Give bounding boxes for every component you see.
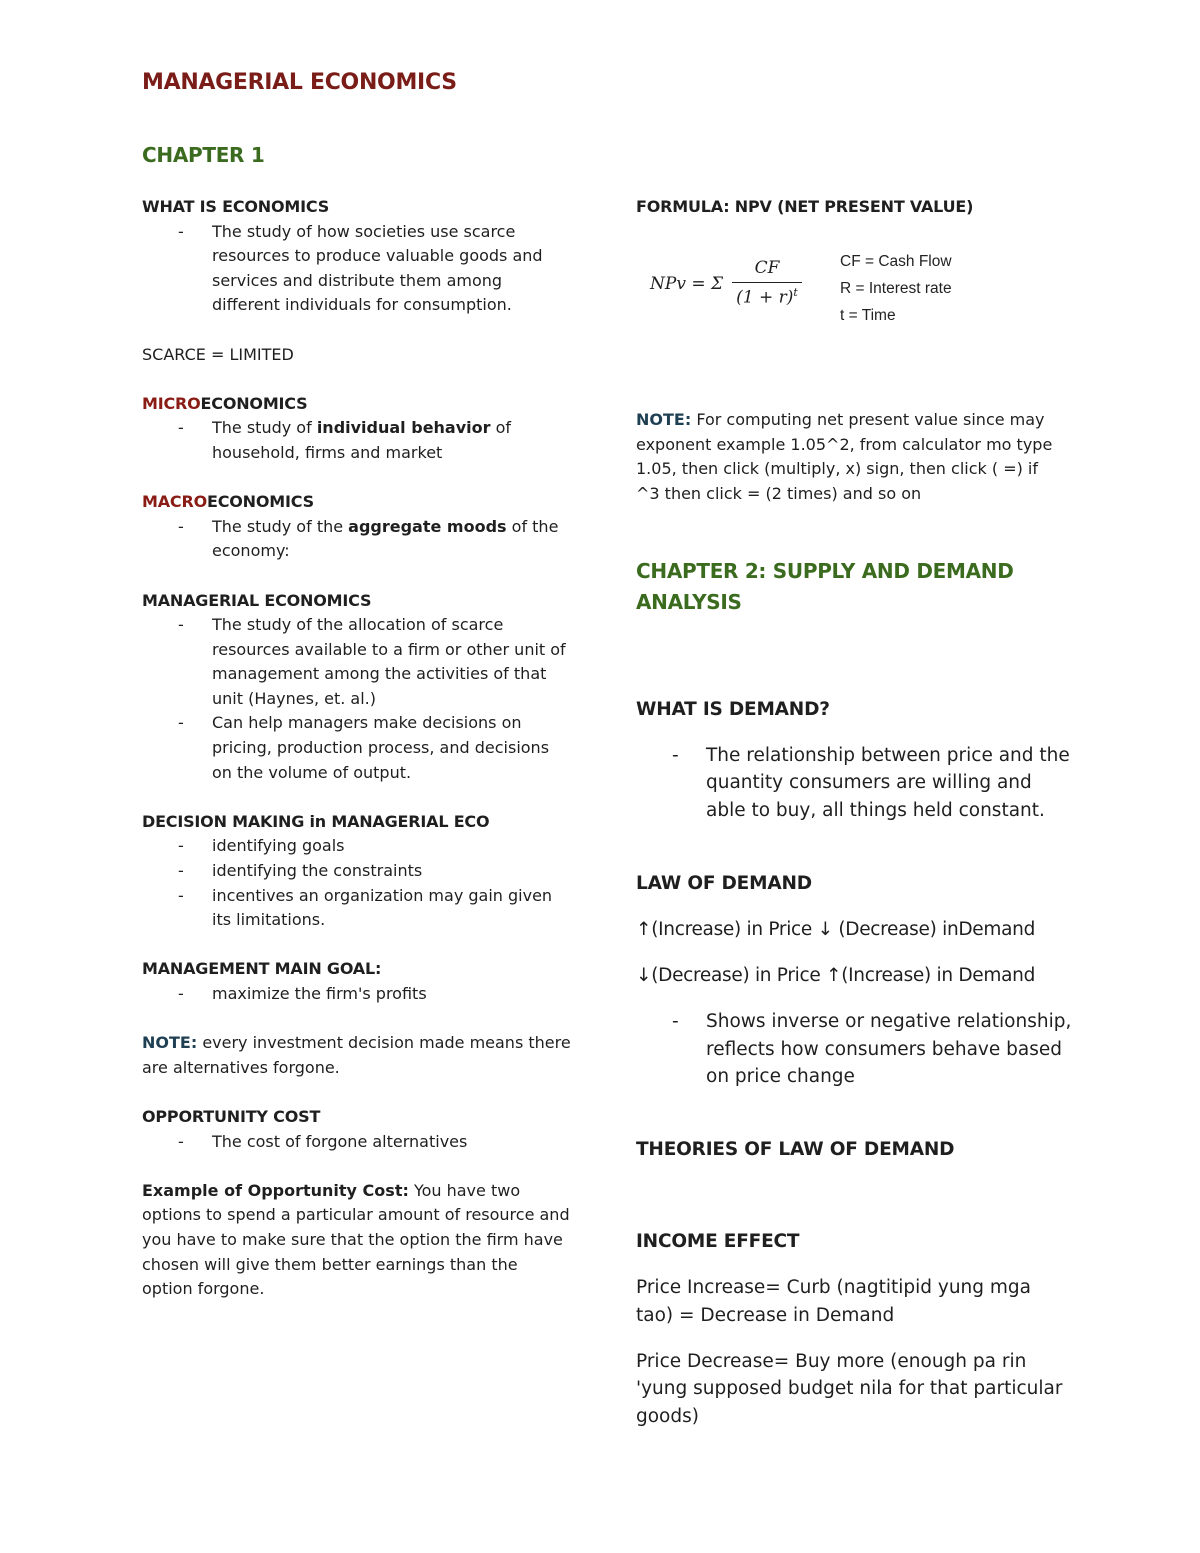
investment-note — [142, 1031, 572, 1080]
law-of-demand-heading: LAW OF DEMAND — [636, 872, 812, 894]
opportunity-cost-list — [142, 1130, 572, 1155]
list-item: - The relationship between price and the quantity consumers are willing and able to buy, all things held constant. — [636, 742, 1072, 825]
list-item: - The study of how societies use scarce resources to produce valuable goods and services and distribute them among different individuals for consumption. — [142, 220, 572, 318]
micro-suffix: ECONOMICS — [200, 393, 308, 413]
theories-heading: THEORIES OF LAW OF DEMAND — [636, 1139, 955, 1161]
example-text: You have two options to spend a particular amount of resource and you have to make sure that the option the firm have chosen will give them better earnings than the option forgone. — [142, 1180, 570, 1299]
legend-item: CF = Cash Flow — [840, 253, 952, 270]
exponent-text: t — [793, 286, 798, 299]
managerial-economics-list — [142, 613, 572, 785]
note-text: every investment decision made means there are alternatives forgone. — [142, 1033, 571, 1077]
note-text: For computing net present value since may exponent example 1.05^2, from calculator mo type 1.05, then click (multiply, x) sign, then click ( =) if ^3 then click = (2 times) and so on — [636, 410, 1053, 503]
opportunity-cost-heading: OPPORTUNITY COST — [142, 1106, 321, 1126]
management-goal-heading: MANAGEMENT MAIN GOAL: — [142, 959, 382, 979]
legend-item: t = Time — [840, 307, 896, 324]
macroeconomics-heading — [142, 490, 572, 515]
bold-term: individual behavior — [316, 418, 491, 438]
npv-formula — [636, 236, 996, 346]
left-column — [142, 195, 572, 1302]
macro-prefix: MACRO — [142, 492, 207, 512]
decision-making-heading: DECISION MAKING in MANAGERIAL ECO — [142, 811, 490, 831]
income-effect-heading: INCOME EFFECT — [636, 1231, 800, 1253]
formula-section — [636, 195, 1066, 220]
scarce-definition: SCARCE = LIMITED — [142, 344, 294, 364]
law-line-2: ↓(Decrease) in Price ↑(Increase) in Demand — [636, 965, 1036, 987]
legend-item: R = Interest rate — [840, 280, 952, 297]
note-label: NOTE: — [636, 410, 692, 429]
npv-note — [636, 408, 1066, 506]
list-item: - identifying goals — [142, 834, 572, 859]
list-item: - Shows inverse or negative relationship, reflects how consumers behave based on price change — [636, 1008, 1072, 1091]
macro-suffix: ECONOMICS — [206, 492, 314, 512]
list-item — [142, 416, 572, 465]
macroeconomics-list — [142, 515, 572, 564]
document-title: MANAGERIAL ECONOMICS — [142, 70, 457, 95]
text-span: The study of — [212, 418, 317, 438]
npv-note-text — [636, 408, 1066, 506]
formula-numerator: CF — [754, 258, 780, 278]
text-span: of household, firms and market — [212, 418, 512, 462]
what-is-demand-heading: WHAT IS DEMAND? — [636, 698, 830, 720]
denominator-text: (1 + r) — [736, 287, 794, 308]
micro-prefix: MICRO — [142, 393, 201, 413]
microeconomics-list — [142, 416, 572, 465]
list-item: - Can help managers make decisions on pricing, production process, and decisions on the volume of output. — [142, 711, 572, 785]
managerial-economics-heading: MANAGERIAL ECONOMICS — [142, 590, 372, 610]
formula-heading: FORMULA: NPV (NET PRESENT VALUE) — [636, 197, 974, 216]
law-of-demand-list — [636, 1008, 1072, 1091]
text-span: of the economy: — [212, 516, 559, 561]
microeconomics-heading — [142, 392, 572, 417]
formula-legend — [840, 248, 952, 329]
note-label: NOTE: — [142, 1033, 198, 1053]
fraction-bar — [732, 282, 802, 283]
bold-term: aggregate moods — [348, 516, 507, 536]
decision-making-list — [142, 834, 572, 932]
economics-definition-list — [142, 220, 572, 318]
list-item: - incentives an organization may gain given its limitations. — [142, 884, 572, 933]
list-item: - The cost of forgone alternatives — [142, 1130, 572, 1155]
list-item: - identifying the constraints — [142, 859, 572, 884]
list-item: - The study of the allocation of scarce resources available to a firm or other unit of management among the activities of that unit (Haynes, et. al.) — [142, 613, 572, 711]
chapter-2-heading: CHAPTER 2: SUPPLY AND DEMAND ANALYSIS — [636, 559, 1014, 614]
management-goal-list — [142, 982, 572, 1007]
chapter-1-heading: CHAPTER 1 — [142, 143, 265, 167]
text-span: The study of the — [212, 516, 349, 536]
demand-definition-list — [636, 742, 1072, 825]
example-label: Example of Opportunity Cost: — [142, 1180, 409, 1200]
formula-lhs: NPv = Σ — [650, 274, 723, 294]
income-effect-line-1: Price Increase= Curb (nagtitipid yung mga tao) = Decrease in Demand — [636, 1277, 1031, 1326]
income-effect-line-2: Price Decrease= Buy more (enough pa rin 'yung supposed budget nila for that particular goods) — [636, 1350, 1063, 1427]
formula-denominator — [732, 286, 802, 308]
what-is-economics-heading: WHAT IS ECONOMICS — [142, 197, 330, 216]
list-item: - maximize the firm's profits — [142, 982, 572, 1007]
right-column — [636, 677, 1072, 1449]
list-item — [142, 515, 572, 564]
law-line-1: ↑(Increase) in Price ↓ (Decrease) inDemand — [636, 918, 1036, 940]
opportunity-cost-example — [142, 1179, 572, 1302]
